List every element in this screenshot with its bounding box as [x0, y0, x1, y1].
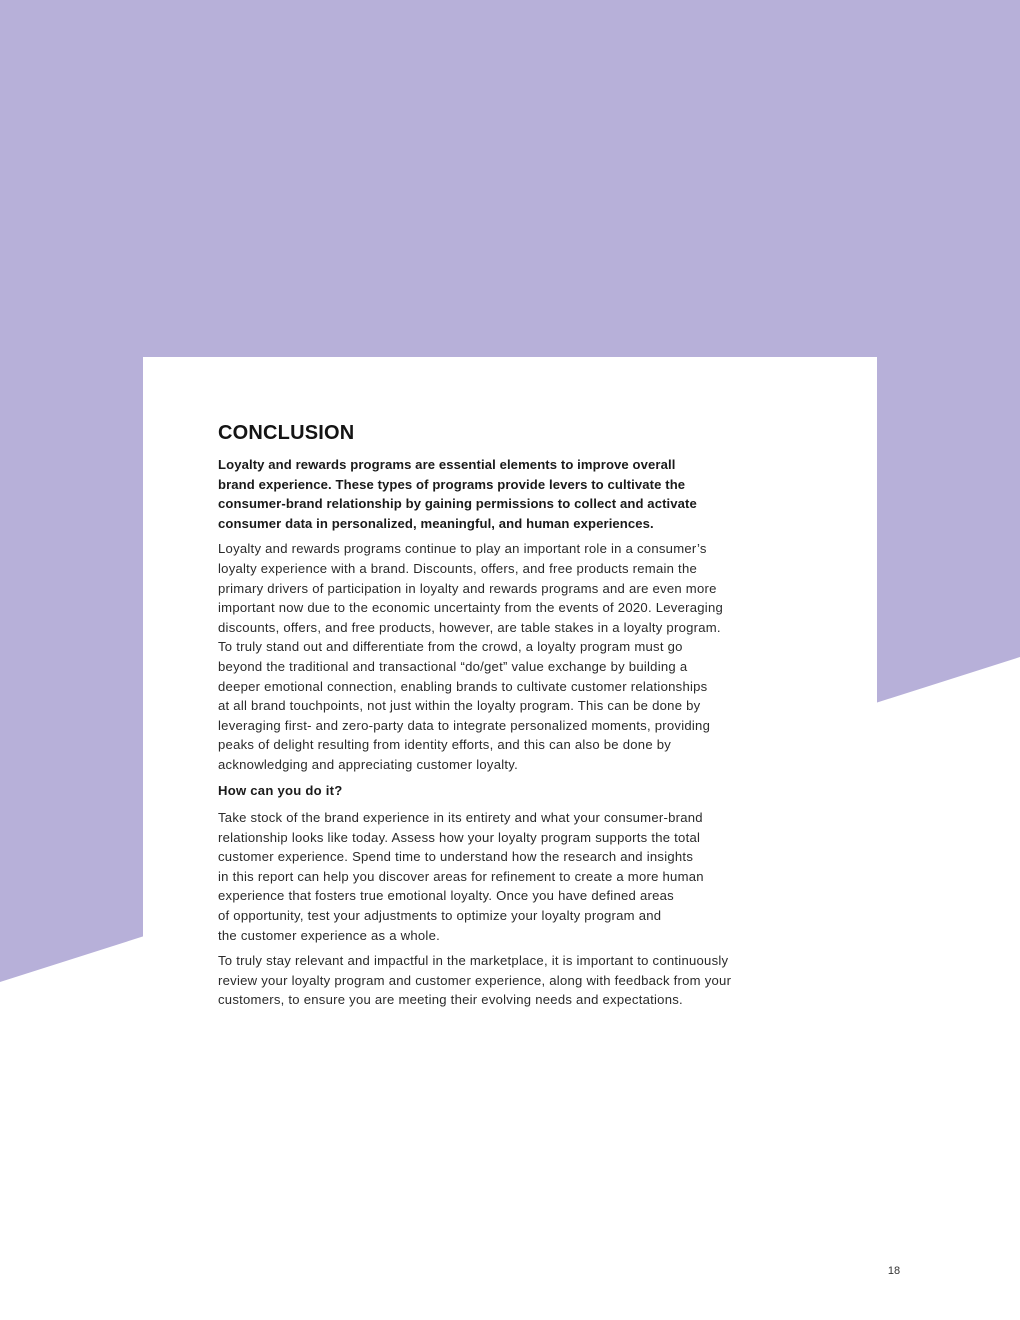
lead-line: consumer data in personalized, meaningful, and human experiences.	[218, 515, 654, 531]
body-line: at all brand touchpoints, not just within the loyalty program. This can be done by	[218, 698, 701, 714]
body-line: primary drivers of participation in loyalty and rewards programs and are even more	[218, 580, 717, 596]
body-line: To truly stand out and differentiate from the crowd, a loyalty program must go	[218, 639, 683, 655]
body-paragraph-2	[218, 808, 798, 945]
body-line: review your loyalty program and customer experience, along with feedback from your	[218, 972, 732, 988]
body-line: experience that fosters true emotional loyalty. Once you have defined areas	[218, 888, 674, 904]
body-line: Loyalty and rewards programs continue to play an important role in a consumer’s	[218, 541, 707, 557]
section-subheading: How can you do it?	[218, 782, 343, 798]
body-paragraph-1	[218, 539, 798, 774]
lead-paragraph	[218, 455, 798, 533]
body-line: important now due to the economic uncertainty from the events of 2020. Leveraging	[218, 600, 724, 616]
body-line: deeper emotional connection, enabling brands to cultivate customer relationships	[218, 678, 708, 694]
body-line: To truly stay relevant and impactful in the marketplace, it is important to continuously	[218, 953, 729, 969]
lead-line: brand experience. These types of programs provide levers to cultivate the	[218, 476, 686, 492]
body-line: customer experience. Spend time to understand how the research and insights	[218, 849, 694, 865]
body-line: beyond the traditional and transactional “do/get” value exchange by building a	[218, 658, 688, 674]
text-block	[218, 420, 798, 1016]
body-line: loyalty experience with a brand. Discounts, offers, and free products remain the	[218, 560, 698, 576]
body-line: of opportunity, test your adjustments to optimize your loyalty program and	[218, 908, 662, 924]
body-line: leveraging first- and zero-party data to integrate personalized moments, providing	[218, 717, 711, 733]
page-number: 18	[887, 1265, 901, 1277]
body-line: discounts, offers, and free products, however, are table stakes in a loyalty program.	[218, 619, 721, 635]
body-line: relationship looks like today. Assess how your loyalty program supports the total	[218, 829, 701, 845]
lead-line: Loyalty and rewards programs are essential elements to improve overall	[218, 457, 676, 472]
body-paragraph-3	[218, 951, 798, 1010]
body-line: customers, to ensure you are meeting their evolving needs and expectations.	[218, 992, 683, 1008]
body-line: Take stock of the brand experience in its entirety and what your consumer-brand	[218, 810, 703, 826]
body-line: peaks of delight resulting from identity efforts, and this can also be done by	[218, 737, 672, 753]
body-line: in this report can help you discover areas for refinement to create a more human	[218, 868, 704, 884]
lead-line: consumer-brand relationship by gaining permissions to collect and activate	[218, 496, 697, 512]
body-line: the customer experience as a whole.	[218, 927, 441, 943]
body-line: acknowledging and appreciating customer loyalty.	[218, 756, 518, 772]
page-title: CONCLUSION	[218, 422, 355, 444]
